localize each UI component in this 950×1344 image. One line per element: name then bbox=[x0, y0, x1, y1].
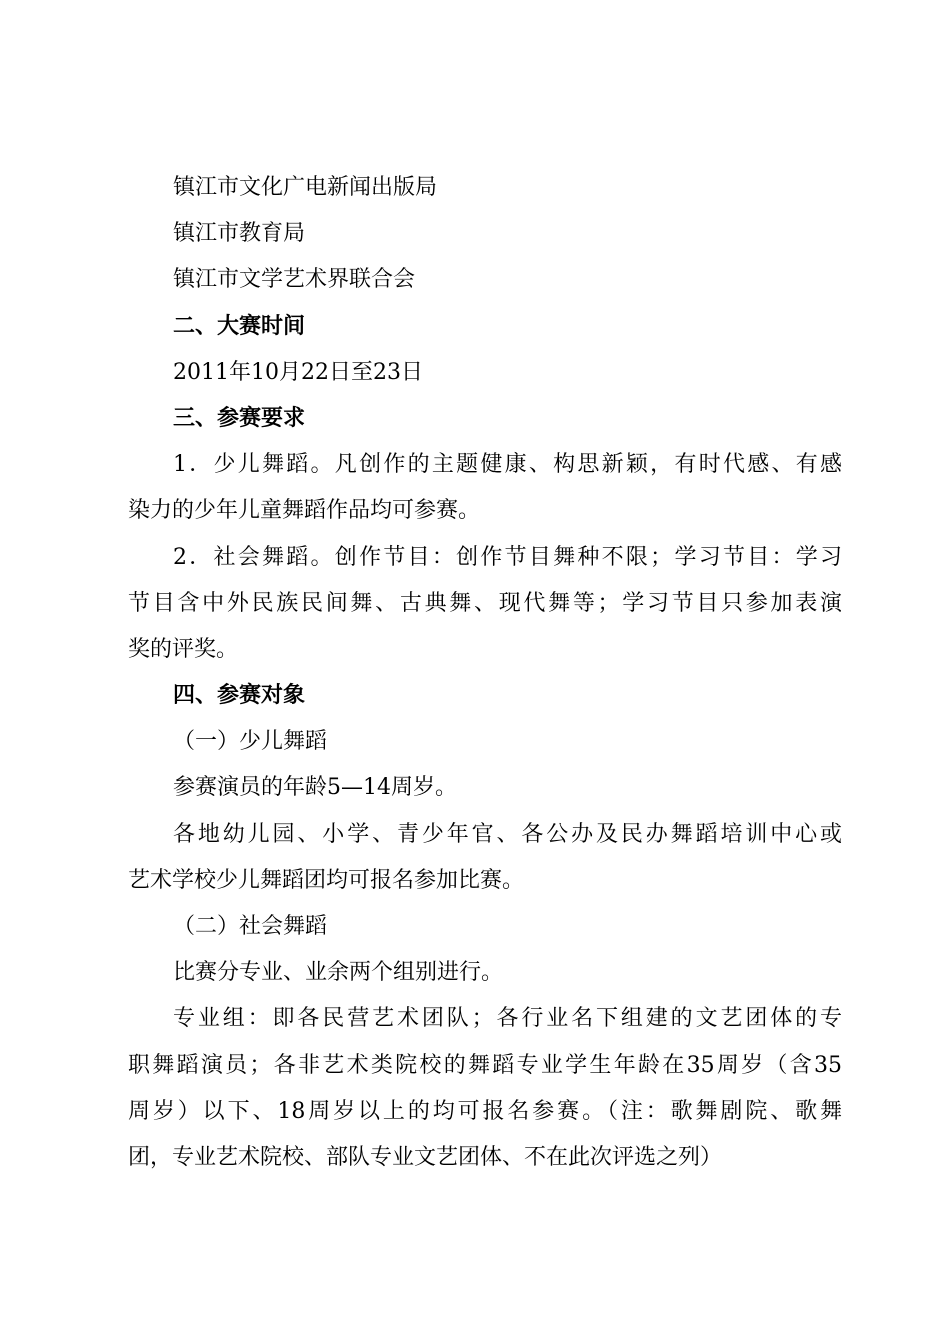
professional-group-line-3: 周岁）以下、18周岁以上的均可报名参赛。（注：歌舞剧院、歌舞 bbox=[128, 1098, 842, 1124]
section-heading-participants: 四、参赛对象 bbox=[173, 683, 306, 709]
document-body bbox=[128, 165, 842, 1181]
organizer-3: 镇江市文学艺术界联合会 bbox=[173, 267, 416, 293]
organizer-1: 镇江市文化广电新闻出版局 bbox=[173, 175, 438, 200]
professional-group-line-4: 团，专业艺术院校、部队专业文艺团体、不在此次评选之列） bbox=[128, 1144, 723, 1170]
requirement-2-line-2: 节目含中外民族民间舞、古典舞、现代舞等；学习节目只参加表演 bbox=[128, 590, 842, 616]
section-heading-requirements: 三、参赛要求 bbox=[173, 405, 306, 431]
children-eligibility-line-2: 艺术学校少儿舞蹈团均可报名参加比赛。 bbox=[128, 867, 525, 893]
section-heading-time: 二、大赛时间 bbox=[173, 313, 306, 339]
professional-group-line-1: 专业组：即各民营艺术团队；各行业名下组建的文艺团体的专 bbox=[173, 1006, 842, 1032]
requirement-2-line-3: 奖的评奖。 bbox=[128, 636, 239, 662]
children-eligibility-line-1: 各地幼儿园、小学、青少年官、各公办及民办舞蹈培训中心或 bbox=[173, 821, 842, 847]
subsection-heading-social: （二）社会舞蹈 bbox=[173, 914, 328, 939]
professional-group-line-2: 职舞蹈演员；各非艺术类院校的舞蹈专业学生年龄在35周岁（含35 bbox=[128, 1052, 842, 1078]
requirement-1-line-1: 1．少儿舞蹈。凡创作的主题健康、构思新颖，有时代感、有感 bbox=[173, 452, 842, 478]
requirement-1-line-2: 染力的少年儿童舞蹈作品均可参赛。 bbox=[128, 498, 481, 524]
contest-date: 2011年10月22日至23日 bbox=[173, 359, 423, 385]
requirement-2-line-1: 2．社会舞蹈。创作节目：创作节目舞种不限；学习节目：学习 bbox=[173, 544, 842, 570]
children-age-requirement: 参赛演员的年龄5—14周岁。 bbox=[173, 775, 457, 801]
organizer-2: 镇江市教育局 bbox=[173, 221, 306, 247]
subsection-heading-children: （一）少儿舞蹈 bbox=[173, 729, 328, 755]
social-groups: 比赛分专业、业余两个组别进行。 bbox=[173, 960, 504, 986]
